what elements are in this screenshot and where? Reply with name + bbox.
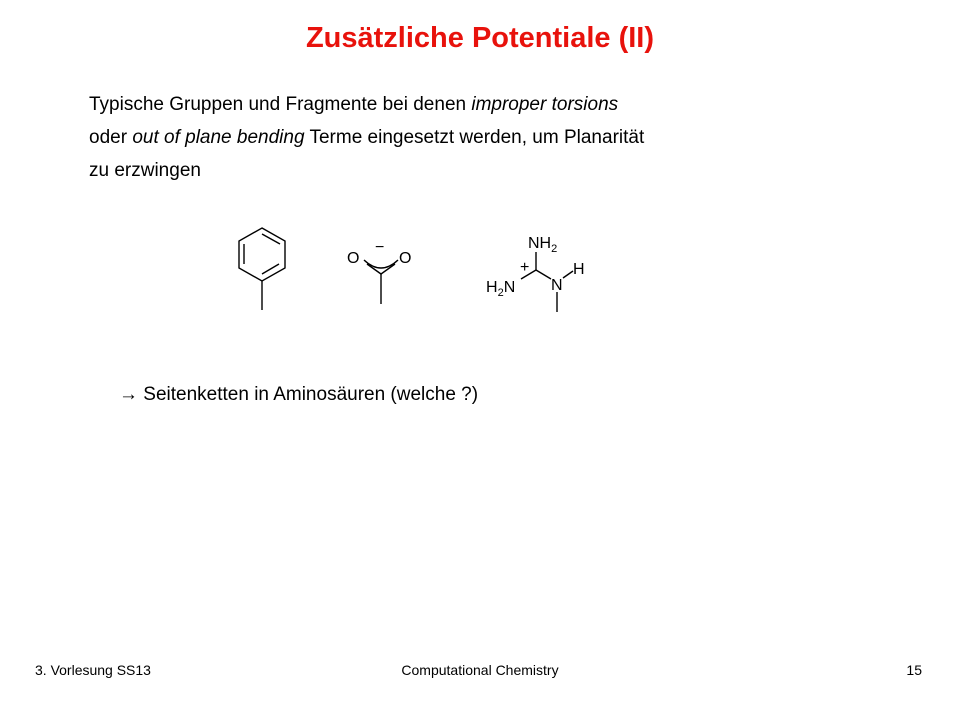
- carboxylate-structure: [343, 238, 417, 310]
- intro-line-2: oder out of plane bending Terme eingesetzt werden, um Planarität: [89, 127, 645, 148]
- benzene-ring: [239, 228, 285, 281]
- oxygen-right: O: [399, 250, 412, 267]
- term-improper-torsions: improper torsions: [471, 94, 619, 115]
- intro-text: [89, 88, 849, 187]
- footer-course: Computational Chemistry: [401, 662, 559, 678]
- footer-page-number: 15: [906, 662, 922, 678]
- nh2-top-n: $NH_2$: [528, 235, 558, 255]
- h2n-left: $H_2N$: [486, 279, 516, 299]
- n-right: N: [551, 277, 563, 294]
- oxygen-left: O: [347, 250, 360, 267]
- positive-charge: +: [520, 259, 530, 276]
- slide-title: Zusätzliche Potentiale (II): [305, 22, 655, 54]
- negative-charge: −: [375, 239, 385, 256]
- carboxylate-arc: [364, 260, 398, 268]
- guanidinium-structure: [484, 230, 594, 314]
- intro-line-1: Typische Gruppen und Fragmente bei denen improper torsions: [89, 94, 619, 115]
- footer-lecture: 3. Vorlesung SS13: [35, 662, 151, 678]
- h-right: H: [573, 261, 585, 278]
- phenyl-structure: [228, 222, 298, 314]
- term-out-of-plane-bending: out of plane bending: [132, 127, 305, 148]
- side-chains-note: → Seitenketten in Aminosäuren (welche ?): [119, 384, 479, 405]
- intro-line-3: zu erzwingen: [89, 160, 201, 181]
